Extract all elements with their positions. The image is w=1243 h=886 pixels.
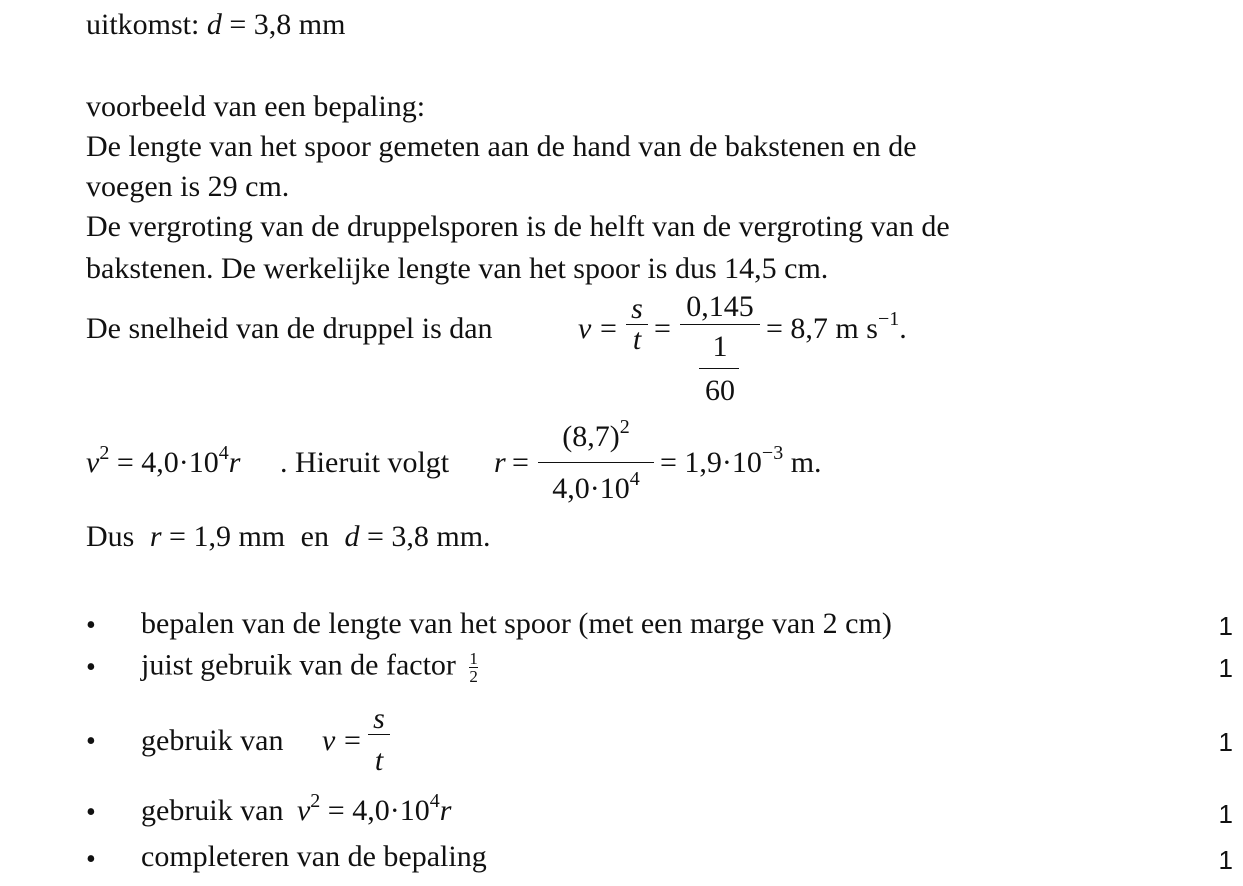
criterion-num-s: s — [373, 702, 385, 735]
criterion-text: juist gebruik van de factor $\frac{1}{2}$ — [141, 648, 478, 686]
example-heading: voorbeeld van een bepaling: — [86, 90, 426, 123]
criterion-den-t: t — [374, 744, 384, 777]
criterion-text: gebruik van $v^2 = 4,0\cdot 10^4r$ — [141, 790, 452, 827]
bullet-icon: • — [86, 610, 96, 641]
denominator-one: 1 — [712, 330, 728, 363]
r-denominator: $4,0\cdot 10^4$ — [552, 468, 640, 505]
outcome-var: d — [206, 8, 222, 41]
outcome-line — [86, 10, 345, 40]
criterion-score: 1 — [1218, 845, 1233, 875]
final-d: d — [344, 520, 360, 553]
final-r: r — [149, 520, 162, 553]
criterion-text: gebruik van — [141, 724, 284, 757]
criterion-score: 1 — [1218, 727, 1233, 757]
criterion-score: 1 — [1218, 653, 1233, 683]
r-var: r — [494, 446, 506, 479]
paragraph-2-line-1: De vergroting van de druppelsporen is de helft van de vergroting van de — [86, 210, 950, 243]
r-numerator: $(8,7)^2$ — [562, 416, 630, 453]
criterion-var-v: v — [322, 724, 336, 757]
fraction-numerator-s: s — [631, 292, 643, 325]
speed-result: = 8,7 m $s^{-1}$. — [766, 308, 907, 345]
criterion-score: 1 — [1218, 611, 1233, 641]
paragraph-1-line-2: voegen is 29 cm. — [86, 170, 290, 203]
half-fraction: $\frac{1}{2}$ — [469, 649, 478, 686]
numerator-0145: 0,145 — [686, 290, 754, 323]
paragraph-2-line-2: bakstenen. De werkelijke lengte van het spoor is dus 14,5 cm. — [86, 252, 829, 285]
bullet-icon: • — [86, 844, 96, 875]
fraction-denominator-t: t — [632, 323, 642, 356]
outcome-value: = 3,8 mm — [221, 8, 346, 41]
final-r-value: = 1,9 mm — [161, 520, 286, 553]
final-d-value: = 3,8 mm. — [359, 520, 491, 553]
bullet-icon: • — [86, 797, 96, 828]
r-fraction-bar — [538, 462, 654, 463]
speed-eq-1: = — [600, 312, 617, 345]
eq-v-squared: $v^2 = 4,0\cdot 10^4r$ — [86, 442, 241, 479]
main-fraction-bar — [680, 324, 760, 325]
final-line — [86, 522, 491, 552]
speed-eq-2: = — [654, 312, 671, 345]
bullet-icon: • — [86, 652, 96, 683]
s-over-t-fraction — [626, 294, 648, 355]
criterion-eq: = — [344, 724, 361, 757]
inner-fraction-bar — [699, 368, 739, 369]
criterion-text: completeren van de bepaling — [141, 840, 487, 873]
r-eq: = — [512, 446, 529, 479]
speed-text: De snelheid van de druppel is dan — [86, 312, 493, 345]
paragraph-1-line-1: De lengte van het spoor gemeten aan de hand van de bakstenen en de — [86, 130, 917, 163]
r-result: = $1,9\cdot 10^{-3}$ m. — [660, 442, 822, 479]
final-dus: Dus — [86, 520, 135, 553]
criterion-score: 1 — [1218, 799, 1233, 829]
criterion-fraction-bar — [368, 734, 390, 735]
hieruit-text: . Hieruit volgt — [280, 446, 450, 479]
criterion-text: bepalen van de lengte van het spoor (met een marge van 2 cm) — [141, 607, 892, 640]
denominator-sixty: 60 — [705, 374, 735, 407]
final-en: en — [300, 520, 329, 553]
bullet-icon: • — [86, 726, 96, 757]
speed-v: v — [578, 312, 592, 345]
outcome-label: uitkomst: — [86, 8, 200, 41]
